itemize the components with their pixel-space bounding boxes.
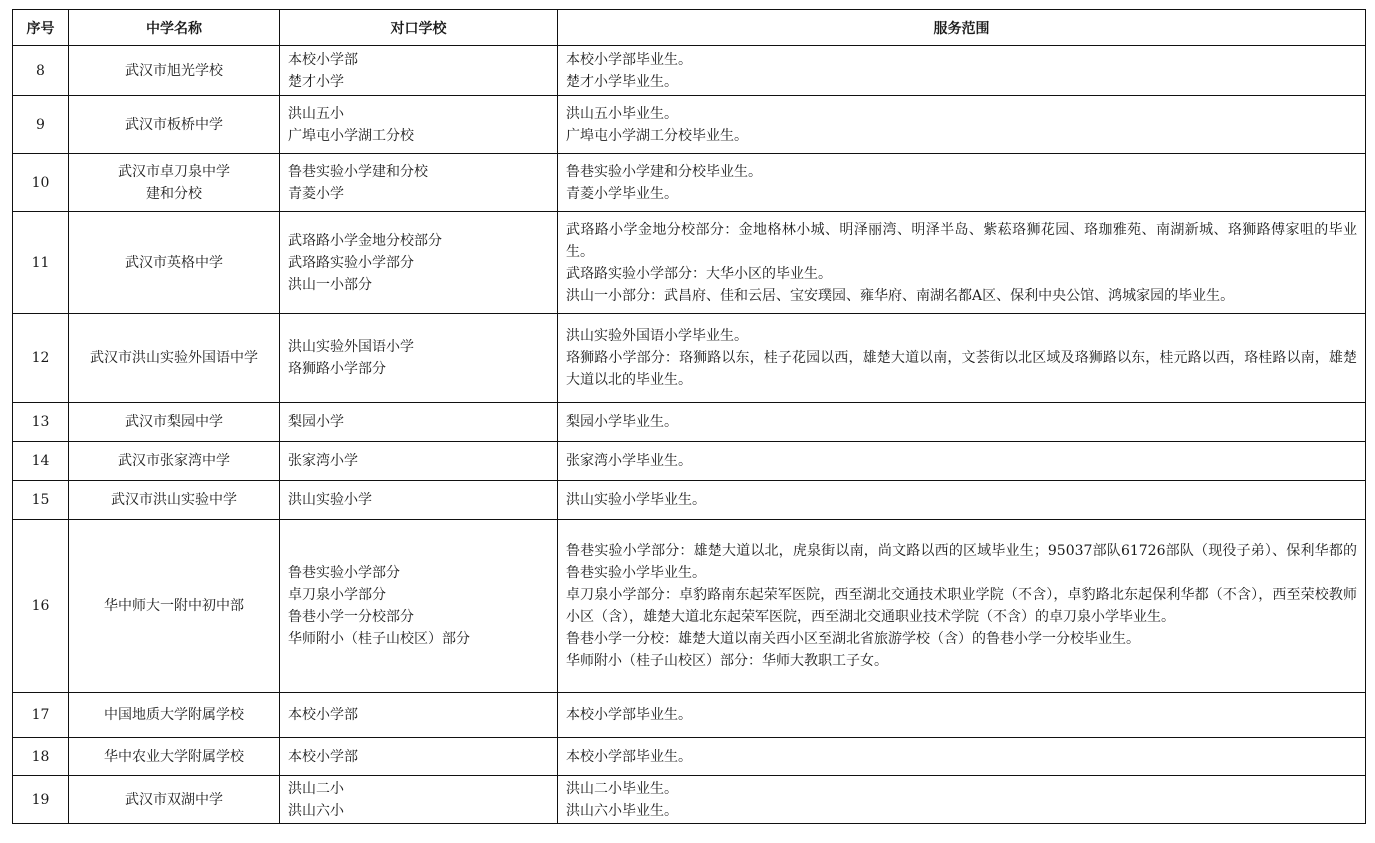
school-name [69, 520, 280, 693]
table-row [13, 520, 1366, 693]
feeder-line: 楚才小学 [288, 73, 344, 90]
feeder-schools [280, 693, 558, 738]
school-name-line: 武汉市张家湾中学 [118, 453, 230, 469]
row-no: 13 [13, 403, 69, 442]
school-name-line: 华中师大一附中初中部 [104, 598, 244, 614]
table-row [13, 96, 1366, 154]
feeder-line: 梨园小学 [288, 414, 344, 430]
school-district-table [12, 9, 1366, 824]
feeder-line: 洪山五小 [288, 105, 344, 122]
feeder-line: 华师附小（桂子山校区）部分 [288, 631, 470, 647]
table-row [13, 403, 1366, 442]
table-row [13, 776, 1366, 824]
header-no: 序号 [13, 10, 69, 46]
scope-line: 卓刀泉小学部分：卓豹路南东起荣军医院，西至湖北交通技术职业学院（不含），卓豹路北东起保利华都（不含），西至荣校教师小区（含），雄楚大道北东起荣军医院，西至湖北交通职业技术学院（不含）的卓刀泉小学毕业生。 [566, 587, 1357, 625]
table-row [13, 212, 1366, 314]
service-scope [558, 212, 1366, 314]
feeder-schools [280, 314, 558, 403]
school-name [69, 212, 280, 314]
school-name [69, 96, 280, 154]
service-scope [558, 693, 1366, 738]
school-name-line: 武汉市英格中学 [125, 254, 223, 271]
school-name [69, 481, 280, 520]
service-scope [558, 96, 1366, 154]
scope-line: 广埠屯小学湖工分校毕业生。 [566, 127, 748, 144]
feeder-line: 本校小学部 [288, 707, 358, 723]
scope-line: 洪山五小毕业生。 [566, 105, 678, 122]
header-feeder: 对口学校 [280, 10, 558, 46]
scope-line: 武珞路小学金地分校部分：金地格林小城、明泽丽湾、明泽半岛、紫菘珞狮花园、珞珈雅苑、南湖新城、珞狮路傅家咀的毕业生。 [566, 221, 1357, 260]
feeder-line: 本校小学部 [288, 51, 358, 68]
feeder-schools [280, 403, 558, 442]
scope-line: 洪山实验外国语小学毕业生。 [566, 328, 748, 344]
feeder-schools [280, 442, 558, 481]
scope-line: 鲁巷实验小学建和分校毕业生。 [566, 163, 762, 180]
table-row [13, 693, 1366, 738]
feeder-line: 张家湾小学 [288, 453, 358, 469]
row-no: 16 [13, 520, 69, 693]
table-row [13, 481, 1366, 520]
row-no: 19 [13, 776, 69, 824]
feeder-schools [280, 481, 558, 520]
feeder-schools [280, 46, 558, 96]
row-no: 18 [13, 738, 69, 776]
scope-line: 本校小学部毕业生。 [566, 748, 692, 765]
service-scope [558, 154, 1366, 212]
school-name-line: 武汉市梨园中学 [125, 414, 223, 430]
feeder-schools [280, 520, 558, 693]
scope-line: 武珞路实验小学部分：大华小区的毕业生。 [566, 265, 832, 282]
row-no: 10 [13, 154, 69, 212]
school-name-line: 武汉市旭光学校 [125, 62, 223, 79]
feeder-schools [280, 96, 558, 154]
feeder-line: 武珞路小学金地分校部分 [288, 232, 442, 249]
row-no: 8 [13, 46, 69, 96]
feeder-line: 洪山六小 [288, 802, 344, 819]
scope-line: 鲁巷小学一分校：雄楚大道以南关西小区至湖北省旅游学校（含）的鲁巷小学一分校毕业生。 [566, 631, 1140, 647]
scope-line: 华师附小（桂子山校区）部分：华师大教职工子女。 [566, 653, 888, 669]
scope-line: 青菱小学毕业生。 [566, 185, 678, 202]
feeder-line: 洪山二小 [288, 780, 344, 797]
service-scope [558, 738, 1366, 776]
feeder-line: 青菱小学 [288, 185, 344, 202]
table-row [13, 314, 1366, 403]
school-name-line: 武汉市卓刀泉中学 [118, 163, 230, 180]
scope-line: 楚才小学毕业生。 [566, 73, 678, 90]
row-no: 17 [13, 693, 69, 738]
feeder-line: 鲁巷小学一分校部分 [288, 609, 414, 625]
feeder-line: 广埠屯小学湖工分校 [288, 127, 414, 144]
service-scope [558, 314, 1366, 403]
school-name [69, 314, 280, 403]
scope-line: 洪山一小部分：武昌府、佳和云居、宝安璞园、雍华府、南湖名都A区、保利中央公馆、鸿城家园的毕业生。 [566, 287, 1235, 304]
school-name [69, 693, 280, 738]
feeder-line: 珞狮路小学部分 [288, 361, 386, 377]
feeder-schools [280, 154, 558, 212]
table-row [13, 154, 1366, 212]
table-row [13, 442, 1366, 481]
header-scope: 服务范围 [558, 10, 1366, 46]
scope-line: 洪山六小毕业生。 [566, 802, 678, 819]
header-school: 中学名称 [69, 10, 280, 46]
school-name [69, 776, 280, 824]
school-name-line: 建和分校 [146, 185, 202, 202]
feeder-line: 洪山实验外国语小学 [288, 339, 414, 355]
feeder-line: 鲁巷实验小学建和分校 [288, 163, 428, 180]
header-row [13, 10, 1366, 46]
row-no: 11 [13, 212, 69, 314]
feeder-line: 本校小学部 [288, 748, 358, 765]
feeder-line: 武珞路实验小学部分 [288, 254, 414, 271]
school-name-line: 武汉市洪山实验中学 [111, 492, 237, 508]
scope-line: 梨园小学毕业生。 [566, 414, 678, 430]
feeder-line: 洪山实验小学 [288, 492, 372, 508]
feeder-line: 卓刀泉小学部分 [288, 587, 386, 603]
row-no: 15 [13, 481, 69, 520]
school-name-line: 武汉市板桥中学 [125, 116, 223, 133]
scope-line: 鲁巷实验小学部分：雄楚大道以北，虎泉街以南，尚文路以西的区域毕业生；95037部队61726部队（现役子弟）、保利华都的鲁巷实验小学毕业生。 [566, 543, 1357, 581]
school-name [69, 738, 280, 776]
service-scope [558, 776, 1366, 824]
scope-line: 张家湾小学毕业生。 [566, 453, 692, 469]
feeder-schools [280, 738, 558, 776]
service-scope [558, 403, 1366, 442]
service-scope [558, 520, 1366, 693]
school-name [69, 46, 280, 96]
scope-line: 本校小学部毕业生。 [566, 707, 692, 723]
school-name [69, 442, 280, 481]
school-name [69, 154, 280, 212]
table-row [13, 46, 1366, 96]
row-no: 12 [13, 314, 69, 403]
scope-line: 洪山二小毕业生。 [566, 780, 678, 797]
feeder-line: 鲁巷实验小学部分 [288, 565, 400, 581]
feeder-schools [280, 212, 558, 314]
school-name-line: 武汉市洪山实验外国语中学 [90, 350, 258, 366]
school-name-line: 中国地质大学附属学校 [104, 707, 244, 723]
school-name-line: 武汉市双湖中学 [125, 791, 223, 808]
service-scope [558, 481, 1366, 520]
table-row [13, 738, 1366, 776]
row-no: 14 [13, 442, 69, 481]
feeder-schools [280, 776, 558, 824]
feeder-line: 洪山一小部分 [288, 276, 372, 293]
service-scope [558, 442, 1366, 481]
service-scope [558, 46, 1366, 96]
scope-line: 珞狮路小学部分：珞狮路以东，桂子花园以西，雄楚大道以南，文荟街以北区域及珞狮路以东，桂元路以西，珞桂路以南，雄楚大道以北的毕业生。 [566, 350, 1357, 388]
scope-line: 洪山实验小学毕业生。 [566, 492, 706, 508]
row-no: 9 [13, 96, 69, 154]
school-name-line: 华中农业大学附属学校 [104, 748, 244, 765]
scope-line: 本校小学部毕业生。 [566, 51, 692, 68]
school-name [69, 403, 280, 442]
